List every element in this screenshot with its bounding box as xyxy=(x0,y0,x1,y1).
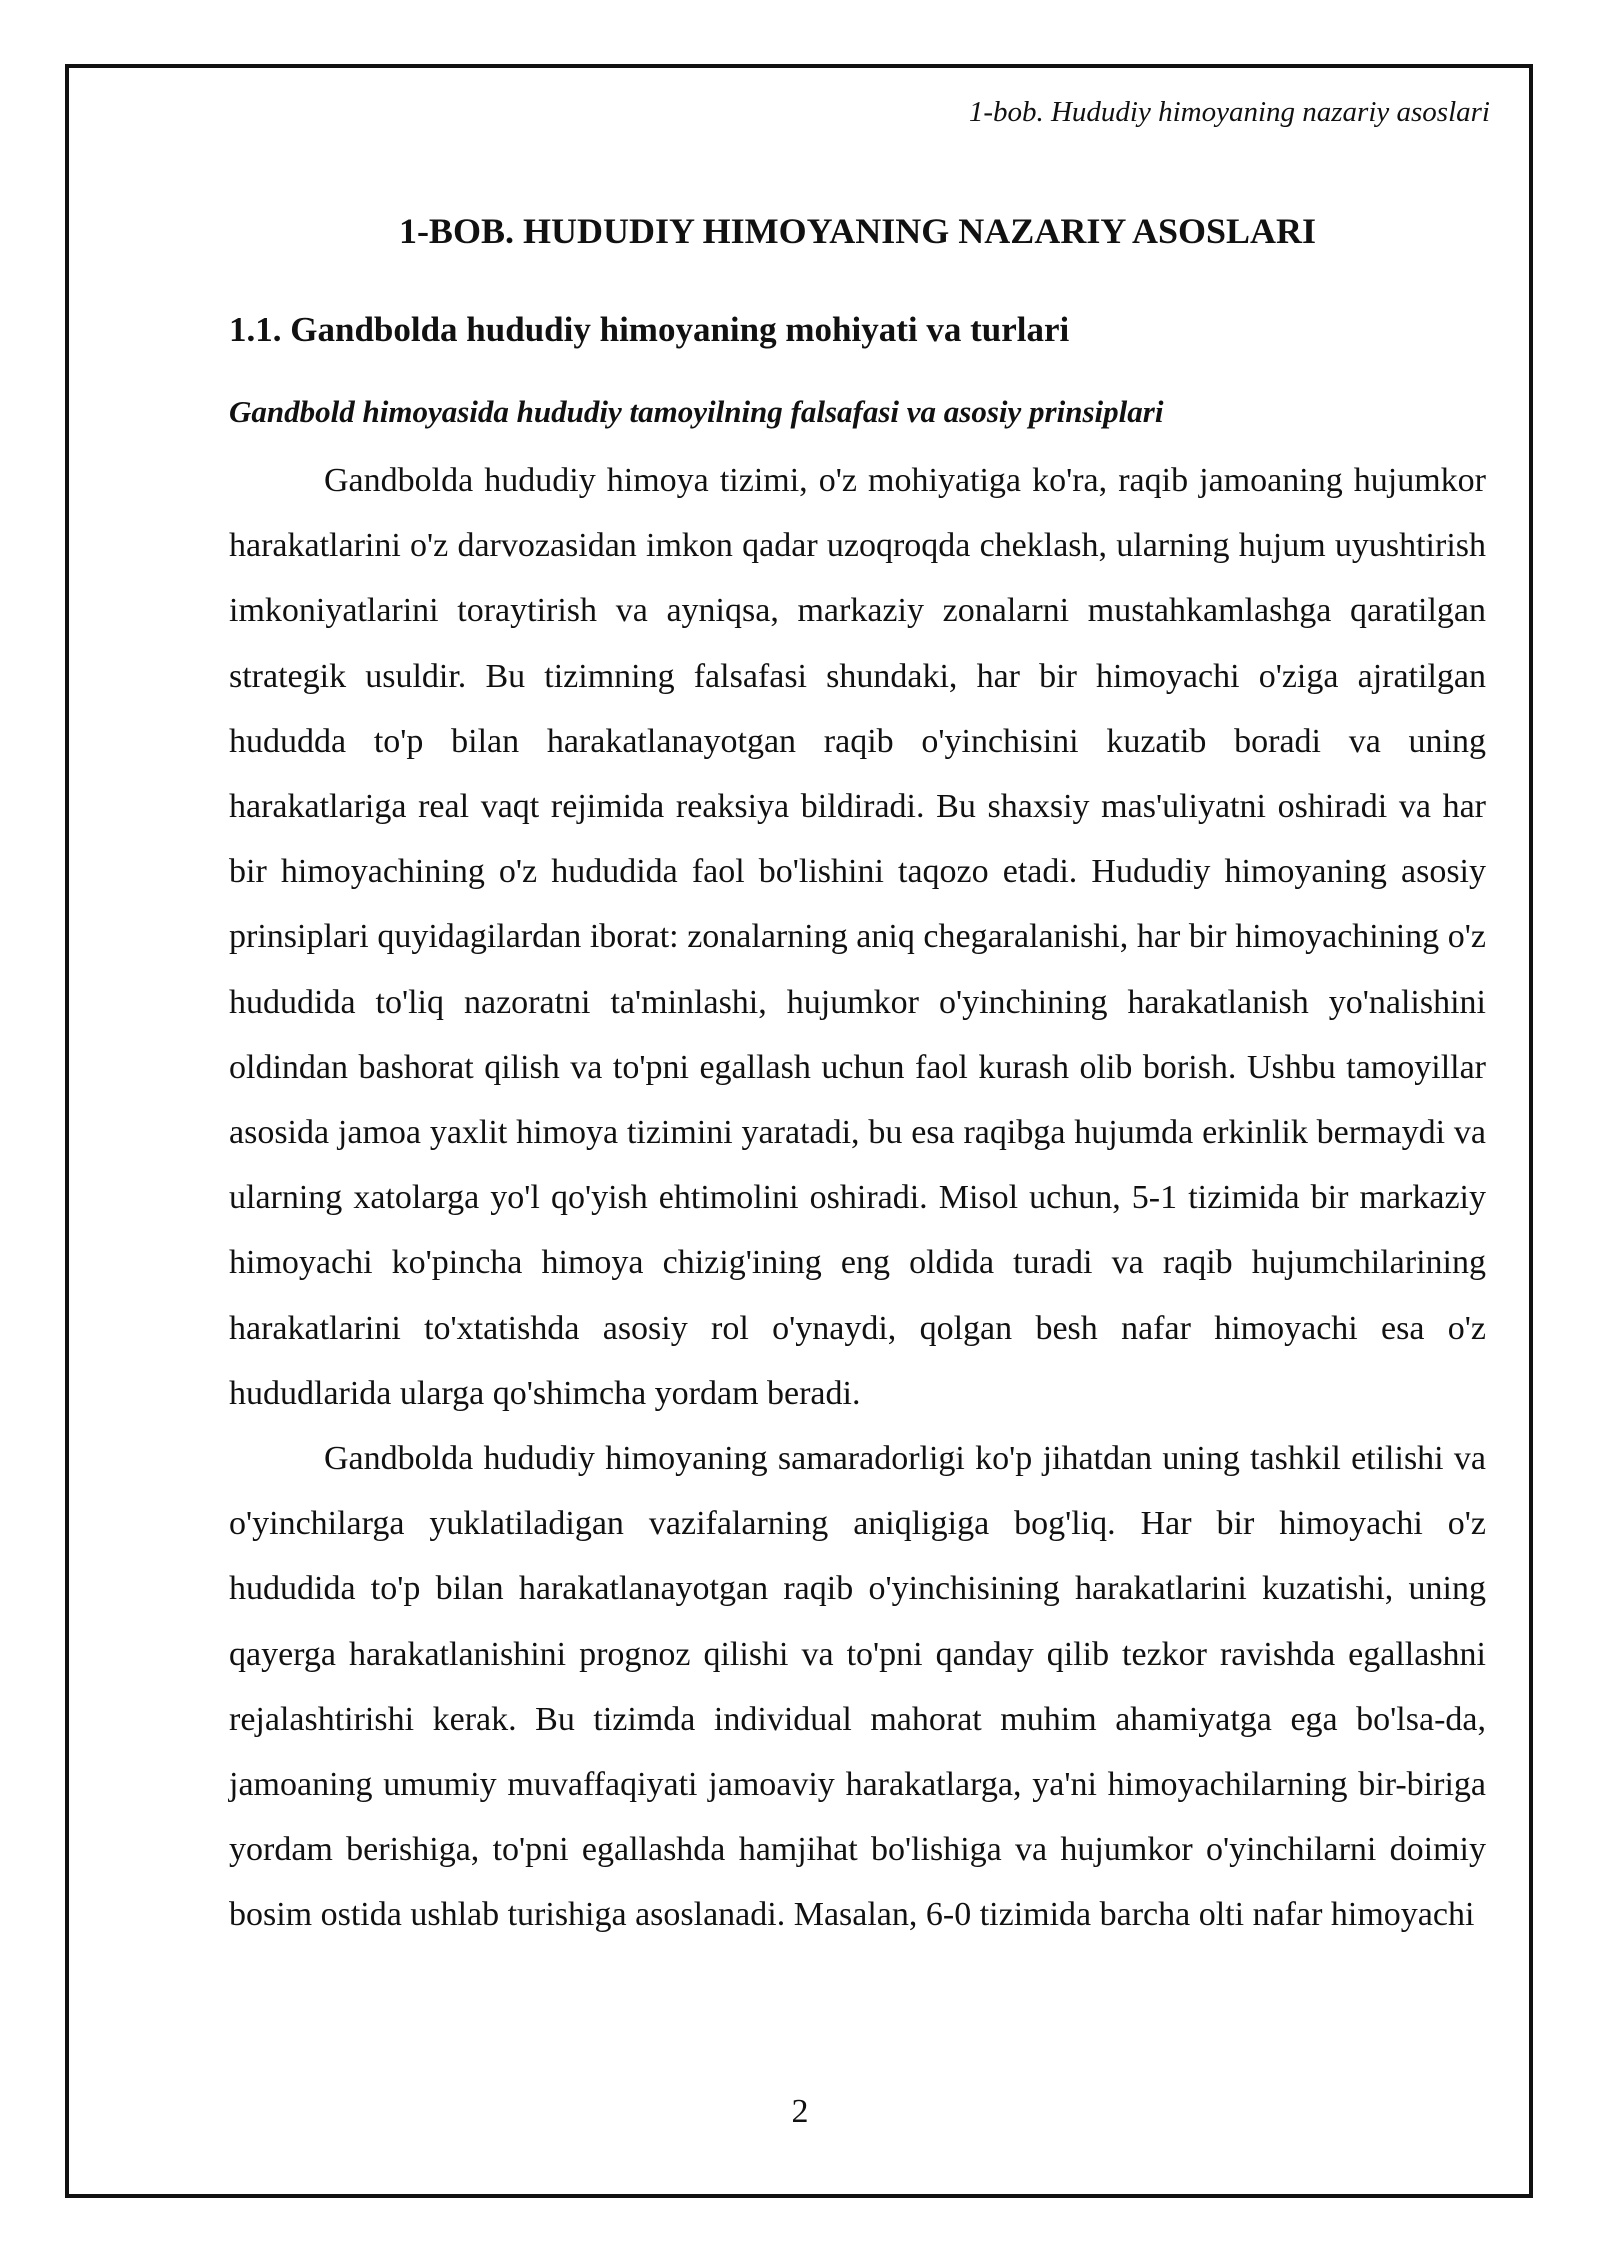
running-header: 1-bob. Hududiy himoyaning nazariy asoslari xyxy=(968,96,1490,128)
section-title: 1.1. Gandbolda hududiy himoyaning mohiyati va turlari xyxy=(229,310,1070,349)
page-number: 2 xyxy=(791,2093,809,2130)
body-paragraph: Gandbolda hududiy himoya tizimi, o'z mohiyatiga ko'ra, raqib jamoaning hujumkor harakatlarini o'z darvozasidan imkon qadar uzoqroqda cheklash, ularning hujum uyushtirish imkoniyatlarini toraytirish va ayniqsa, markaziy zonalarni mustahkamlashga qaratilgan strategik usuldir. Bu tizimning falsafasi shundaki, har bir himoyachi o'ziga ajratilgan hududda to'p bilan harakatlanayotgan raqib o'yinchisini kuzatib boradi va uning harakatlariga real vaqt rejimida reaksiya bildiradi. Bu shaxsiy mas'uliyatni oshiradi va har bir himoyachining o'z hududida faol bo'lishini taqozo etadi. Hududiy himoyaning asosiy prinsiplari quyidagilardan iborat: zonalarning aniq chegaralanishi, har bir himoyachining o'z hududida to'liq nazoratni ta'minlashi, hujumkor o'yinchining harakatlanish yo'nalishini oldindan bashorat qilish va to'pni egallash uchun faol kurash olib borish. Ushbu tamoyillar asosida jamoa yaxlit himoya tizimini yaratadi, bu esa raqibga hujumda erkinlik bermaydi va ularning xatolarga yo'l qo'yish ehtimolini oshiradi. Misol uchun, 5-1 tizimida bir markaziy himoyachi ko'pincha himoya chizig'ining eng oldida turadi va raqib hujumchilarining harakatlarini to'xtatishda asosiy rol o'ynaydi, qolgan besh nafar himoyachi esa o'z hududlarida ularga qo'shimcha yordam beradi. xyxy=(229,462,1486,1412)
chapter-title: 1-BOB. HUDUDIY HIMOYANING NAZARIY ASOSLARI xyxy=(398,211,1317,251)
subsection-title: Gandbold himoyasida hududiy tamoyilning falsafasi va asosiy prinsiplari xyxy=(229,394,1164,429)
page-body xyxy=(229,210,1486,1948)
body-paragraph: Gandbolda hududiy himoyaning samaradorligi ko'p jihatdan uning tashkil etilishi va o'yinchilarga yuklatiladigan vazifalarning aniqligiga bog'liq. Har bir himoyachi o'z hududida to'p bilan harakatlanayotgan raqib o'yinchisining harakatlarini kuzatishi, uning qayerga harakatlanishini prognoz qilishi va to'pni qanday qilib tezkor ravishda egallashni rejalashtirishi kerak. Bu tizimda individual mahorat muhim ahamiyatga ega bo'lsa-da, jamoaning umumiy muvaffaqiyati jamoaviy harakatlarga, ya'ni himoyachilarning bir-biriga yordam berishiga, to'pni egallashda hamjihat bo'lishiga va hujumkor o'yinchilarni doimiy bosim ostida ushlab turishiga asoslanadi. Masalan, 6-0 tizimida barcha olti nafar himoyachi xyxy=(229,1440,1486,1934)
